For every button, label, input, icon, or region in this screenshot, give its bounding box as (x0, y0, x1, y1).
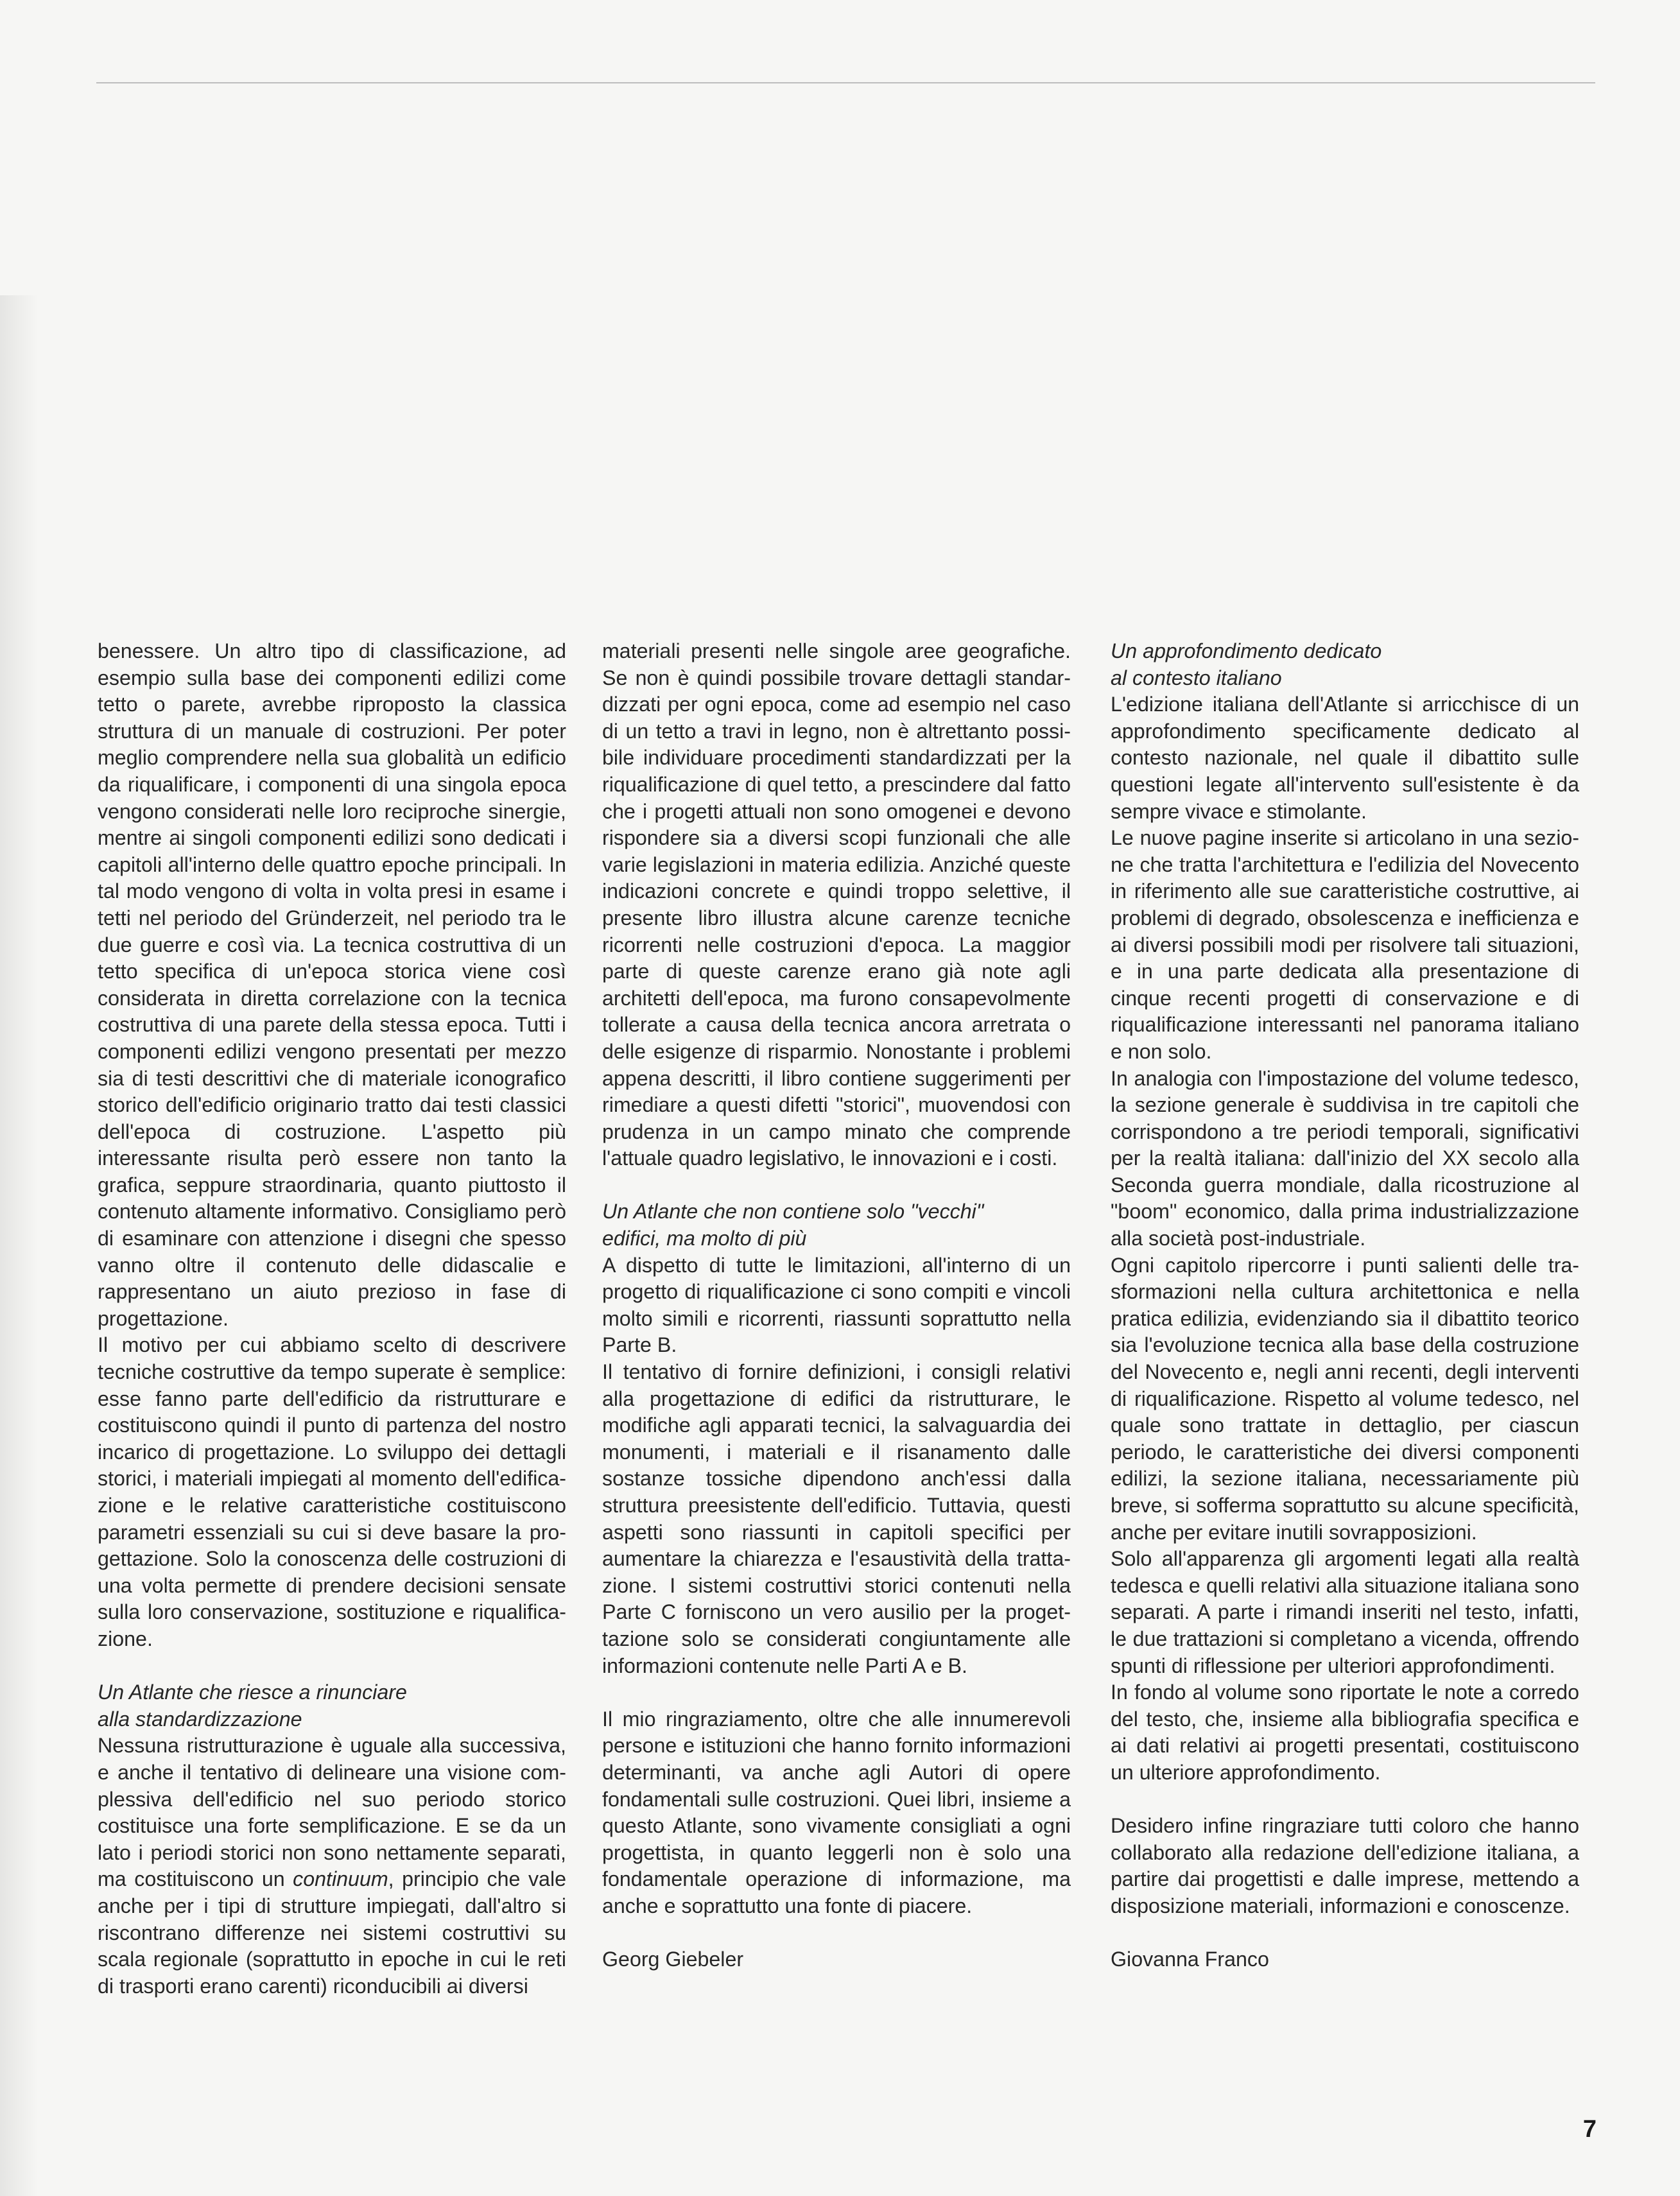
paragraph: Il mio ringraziamento, oltre che alle innumerevoli persone e istituzioni che hanno fornito informazioni determinanti, va anche agli Autori di opere fondamentali sulle costruzioni. Quei libri, insieme a questo Atlante, sono vivamente consigliati a ogni progettista, in quanto leggerli non è solo una fondamentale operazione di informazione, ma anche e soprattutto una fonte di piacere. (602, 1707, 1071, 1917)
paragraph: A dispetto di tutte le limitazioni, all'interno di un progetto di riqualificazione ci sono compiti e vincoli molto simili e ricorrenti, riassunti soprattutto nella Parte B. (602, 1253, 1071, 1357)
paragraph: Desidero infine ringraziare tutti coloro che hanno collaborato alla redazione dell'edizione italiana, a partire dai progettisti e dalle imprese, mettendo a disposizione materiali, informazioni e conoscenze. (1111, 1814, 1579, 1917)
heading-line: Un Atlante che riesce a rinunciare (98, 1681, 407, 1704)
column-3 (1111, 638, 1579, 1973)
section-heading (602, 1198, 1071, 1252)
column-1 (98, 638, 566, 2000)
spacer (602, 1679, 1071, 1706)
italic-term: continuum (293, 1867, 388, 1891)
paragraph: benessere. Un altro tipo di classificazione, ad esempio sulla base dei componenti edilizi come tetto o parete, avrebbe riproposto la classica struttura di un manuale di costruzioni. Per poter meglio comprendere nella sua globalità un edificio da riqualificare, i componenti di una singola epoca vengono considerati nelle loro reciproche sinergie, mentre ai singoli componenti edilizi sono dedicati i capitoli all'interno delle quattro epoche principali. In tal modo vengono di volta in volta presi in esame i tetti nel periodo del Gründerzeit, nel periodo tra le due guerre e così via. La tecnica costruttiva di un tetto specifica di un'epoca storica viene così considerata in diretta correlazione con la tecnica costruttiva di una parete della stessa epoca. Tutti i componenti edilizi vengono presentati per mezzo sia di testi descrittivi che di materiale iconografico storico dell'edificio originario tratto dai testi classici dell'epoca di costruzione. L'aspetto più interessante risulta però essere non tanto la grafica, seppure straordinaria, quanto piuttosto il contenuto altamente informativo. Consigliamo però di esaminare con attenzione i disegni che spesso vanno oltre il contenuto delle didascalie e rappresentano un aiuto prezioso in fase di progettazione. (98, 639, 566, 1330)
heading-line: edifici, ma molto di più (602, 1227, 807, 1250)
paragraph (98, 1733, 566, 2000)
author-signature: Georg Giebeler (602, 1948, 744, 1971)
paragraph: Il motivo per cui abbiamo scelto di descrivere tecniche costruttive da tempo superate è semplice: esse fanno parte dell'edificio da ristrutturare e costituiscono quindi il punto di partenza del nostro incarico di progettazione. Lo sviluppo dei dettagli storici, i materiali impiegati al momento dell'edificazione e le relative caratteristiche costituiscono parametri essenziali su cui si deve basare la progettazione. Solo la conoscenza delle costruzioni di una volta permette di prendere decisioni sensate sulla loro conservazione, sostituzione e riqualificazione. (98, 1333, 566, 1650)
spacer (1111, 1786, 1579, 1813)
paragraph: Il tentativo di fornire definizioni, i consigli relativi alla progettazione di edifici da ristrutturare, le modifiche agli apparati tecnici, la salvaguardia dei monumenti, i materiali e il risanamento dalle sostanze tossiche dipendono anch'essi dalla struttura preesistente dell'edificio. Tuttavia, questi aspetti sono riassunti in capitoli specifici per aumentare la chiarezza e l'esaustività della trattazione. I sistemi costruttivi storici contenuti nella Parte C forniscono un vero ausilio per la progettazione solo se considerati congiuntamente alle informazioni contenute nelle Parti A e B. (602, 1360, 1071, 1677)
heading-line: al contesto italiano (1111, 666, 1282, 689)
section-heading (1111, 638, 1579, 691)
author-signature: Giovanna Franco (1111, 1948, 1269, 1971)
paragraph: materiali presenti nelle singole aree geografiche. Se non è quindi possibile trovare dettagli standardizzati per ogni epoca, come ad esempio nel caso di un tetto a travi in legno, non è altrettanto possibile individuare procedimenti standardizzati per la riqualificazione di quel tetto, a prescindere dal fatto che i progetti attuali non sono omogenei e devono rispondere sia a diversi scopi funzionali che alle varie legislazioni in materia edilizia. Anziché queste indicazioni concrete e quindi troppo selettive, il presente libro illustra alcune carenze tecniche ricorrenti nelle costruzioni d'epoca. La maggior parte di queste carenze erano già note agli architetti dell'epoca, ma furono consapevolmente tollerate a causa della tecnica ancora arretrata o delle esigenze di risparmio. Nonostante i problemi appena descritti, il libro contiene suggerimenti per rimediare a questi difetti "storici", muovendosi con prudenza in un campo minato che comprende l'attuale quadro legislativo, le innovazioni e i costi. (602, 639, 1071, 1170)
paragraph: L'edizione italiana dell'Atlante si arricchisce di un approfondimento specificamente dedicato al contesto nazionale, nel quale il dibattito sulle questioni legate all'intervento sull'esistente è da sempre vivace e stimolante. (1111, 693, 1579, 823)
paragraph: Ogni capitolo ripercorre i punti salienti delle trasformazioni nella cultura architettonica e nella pratica edilizia, evidenziando sia il dibattito teorico sia l'evoluzione tecnica alla base della costruzione del Novecento e, negli anni recenti, degli interventi di riqualificazione. Rispetto al volume tedesco, nel quale sono trattate in dettaglio, per ciascun periodo, le caratteristiche dei diversi componenti edilizi, la sezione italiana, necessariamente più breve, si sofferma soprattutto su alcune specificità, anche per evitare inutili sovrapposizioni. (1111, 1253, 1579, 1544)
heading-line: alla standardizzazione (98, 1707, 302, 1731)
heading-line: Un Atlante che non contiene solo "vecchi" (602, 1200, 984, 1223)
text-run: Nessuna ristrutturazione è uguale alla successiva, e anche il tentativo di delineare una visione complessiva dell'edificio nel suo periodo storico costituisce una forte semplificazione. E se da un lato i periodi storici non sono nettamente separati, ma costituiscono un (98, 1734, 566, 1891)
column-2 (602, 638, 1071, 1973)
paragraph: In analogia con l'impostazione del volume tedesco, la sezione generale è suddivisa in tre capitoli che corrispondono a tre periodi temporali, significativi per la realtà italiana: dall'inizio del XX secolo alla Seconda guerra mondiale, dalla ricostruzione al "boom" economico, dalla prima industrializzazione alla società post-industriale. (1111, 1066, 1579, 1250)
paragraph: Le nuove pagine inserite si articolano in una sezione che tratta l'architettura e l'edilizia del Novecento in riferimento alle sue caratteristiche costruttive, ai problemi di degrado, obsolescenza e inefficienza e ai diversi possibili modi per risolvere tali situazioni, e in una parte dedicata alla presentazione di cinque recenti progetti di conservazione e di riqualificazione interessanti nel panorama italiano e non solo. (1111, 826, 1579, 1063)
spacer (602, 1920, 1071, 1947)
scan-edge-shadow (0, 295, 39, 2196)
text-run: , principio che vale anche per i tipi di strutture impiegati, dall'altro si riscontrano differenze nei sistemi costruttivi su scala regionale (soprattutto in epoche in cui le reti di trasporti erano carenti) riconducibili ai diversi (98, 1867, 566, 1998)
spacer (602, 1172, 1071, 1199)
page-number: 7 (1582, 2116, 1597, 2143)
spacer (98, 1653, 566, 1680)
text-columns (98, 638, 1597, 2076)
paragraph: Solo all'apparenza gli argomenti legati alla realtà tedesca e quelli relativi alla situazione italiana sono separati. A parte i rimandi inseriti nel testo, infatti, le due trattazioni si completano a vicenda, offrendo spunti di riflessione per ulteriori approfondimenti. (1111, 1547, 1579, 1677)
spacer (1111, 1920, 1579, 1947)
heading-line: Un approfondimento dedicato (1111, 639, 1382, 662)
section-heading (98, 1679, 566, 1733)
top-rule (96, 82, 1595, 83)
paragraph: In fondo al volume sono riportate le note a corredo del testo, che, insieme alla bibliografia specifica e ai dati relativi ai progetti presentati, costituiscono un ulteriore approfondimento. (1111, 1681, 1579, 1784)
